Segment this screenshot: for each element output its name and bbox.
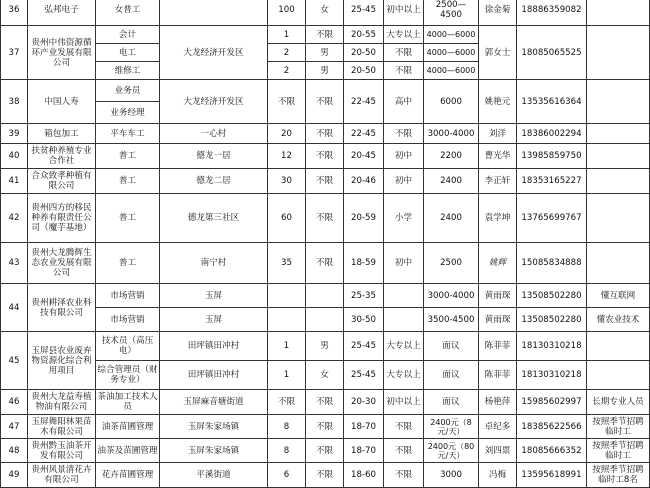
table-row <box>1 194 650 243</box>
gender: 不限 <box>306 144 344 169</box>
contact-person: 卓纪多 <box>479 415 517 439</box>
work-location: 一心村 <box>160 124 268 144</box>
age-range: 20-50 <box>344 44 384 62</box>
headcount: 不限 <box>268 80 306 124</box>
age-range: 18-70 <box>344 415 384 439</box>
headcount: 60 <box>268 194 306 243</box>
table-row <box>1 26 650 44</box>
work-location: 平溪街道 <box>160 463 268 488</box>
phone: 13765699767 <box>517 194 587 243</box>
note <box>587 332 650 361</box>
salary: 2400元（80元/天） <box>424 439 479 463</box>
position: 会计 <box>96 26 160 44</box>
position: 综合管理员（财务专业） <box>96 361 160 390</box>
gender: 不限 <box>306 415 344 439</box>
row-number: 49 <box>1 463 28 488</box>
age-range: 20-55 <box>344 26 384 44</box>
note <box>587 124 650 144</box>
table-row <box>1 80 650 102</box>
table-row <box>1 0 650 26</box>
work-location: 德龙二居 <box>160 169 268 194</box>
table-row <box>1 390 650 415</box>
work-location: 大龙经济开发区 <box>160 26 268 80</box>
company-name: 中国人寿 <box>28 80 96 124</box>
headcount: 8 <box>268 439 306 463</box>
gender: 女 <box>306 361 344 390</box>
table-row <box>1 415 650 439</box>
note <box>587 361 650 390</box>
education: 不限 <box>384 44 424 62</box>
gender: 不限 <box>306 243 344 284</box>
position: 油茶及苗圃管理 <box>96 439 160 463</box>
company-name: 贵州耕泽农业科技有限公司 <box>28 284 96 332</box>
headcount <box>268 284 306 308</box>
gender: 男 <box>306 62 344 80</box>
work-location: 田坪镇田冲村 <box>160 361 268 390</box>
position: 业务员 <box>96 80 160 102</box>
contact-person: 郭女士 <box>479 26 517 80</box>
salary: 4000—6000 <box>424 26 479 44</box>
education <box>384 284 424 308</box>
company-name: 箱包加工 <box>28 124 96 144</box>
headcount: 不限 <box>268 390 306 415</box>
row-number: 45 <box>1 332 28 390</box>
row-number: 37 <box>1 26 28 80</box>
work-location: 玉屏朱家场镇 <box>160 415 268 439</box>
phone: 13535616364 <box>517 80 587 124</box>
position: 普工 <box>96 194 160 243</box>
row-number: 44 <box>1 284 28 332</box>
table-row <box>1 439 650 463</box>
education: 大专以上 <box>384 332 424 361</box>
gender: 不限 <box>306 80 344 124</box>
gender: 男 <box>306 332 344 361</box>
company-name: 贵州四方的移民种养有限责任公司（魔芋基地） <box>28 194 96 243</box>
position: 女普工 <box>96 0 160 26</box>
age-range: 18-59 <box>344 243 384 284</box>
contact-person: 姚辉 <box>479 243 517 284</box>
gender: 不限 <box>306 463 344 488</box>
note: 按照季节招聘临时工 <box>587 439 650 463</box>
position: 油茶苗圃管理 <box>96 415 160 439</box>
table-row <box>1 169 650 194</box>
company-name: 贵州中伟资源循环产业发展有限公司 <box>28 26 96 80</box>
headcount: 2 <box>268 44 306 62</box>
company-name: 合众致孝种植有限公司 <box>28 169 96 194</box>
gender: 不限 <box>306 124 344 144</box>
gender: 男 <box>306 44 344 62</box>
age-range: 20-30 <box>344 390 384 415</box>
phone: 13508502280 <box>517 284 587 308</box>
table-row <box>1 284 650 308</box>
work-location: 德龙一居 <box>160 144 268 169</box>
row-number: 39 <box>1 124 28 144</box>
phone: 13985859750 <box>517 144 587 169</box>
age-range: 25-45 <box>344 361 384 390</box>
table-row <box>1 124 650 144</box>
note: 长期专业人员 <box>587 390 650 415</box>
gender: 不限 <box>306 439 344 463</box>
gender: 不限 <box>306 194 344 243</box>
note <box>587 26 650 80</box>
note <box>587 169 650 194</box>
row-number: 43 <box>1 243 28 284</box>
salary: 4000—6000 <box>424 44 479 62</box>
contact-person: 刘四票 <box>479 439 517 463</box>
position: 维修工 <box>96 62 160 80</box>
position: 普工 <box>96 243 160 284</box>
education: 初中以上 <box>384 390 424 415</box>
note: 按照季节招聘临时工 <box>587 415 650 439</box>
education: 大专以上 <box>384 361 424 390</box>
row-number: 40 <box>1 144 28 169</box>
row-number: 46 <box>1 390 28 415</box>
gender <box>306 284 344 308</box>
position: 业务经理 <box>96 102 160 124</box>
gender: 不限 <box>306 26 344 44</box>
salary: 4000—6000 <box>424 62 479 80</box>
age-range: 20-59 <box>344 194 384 243</box>
contact-person: 陈菲菲 <box>479 332 517 361</box>
education: 初中 <box>384 169 424 194</box>
table-row <box>1 243 650 284</box>
row-number: 38 <box>1 80 28 124</box>
phone: 18130310218 <box>517 361 587 390</box>
salary: 面议 <box>424 361 479 390</box>
education: 小学 <box>384 194 424 243</box>
salary: 2500—4500 <box>424 0 479 26</box>
headcount: 1 <box>268 361 306 390</box>
phone: 18353165227 <box>517 169 587 194</box>
education <box>384 308 424 332</box>
contact-person: 袁学坤 <box>479 194 517 243</box>
education: 不限 <box>384 439 424 463</box>
company-name: 贵州大龙腾辉生态农业发展有限公司 <box>28 243 96 284</box>
contact-person: 徐金菊 <box>479 0 517 26</box>
position: 茶油加工技术人员 <box>96 390 160 415</box>
gender <box>306 308 344 332</box>
row-number: 36 <box>1 0 28 26</box>
contact-person: 黄雨琛 <box>479 284 517 308</box>
headcount: 8 <box>268 415 306 439</box>
gender: 不限 <box>306 169 344 194</box>
age-range: 25-45 <box>344 332 384 361</box>
note: 按照季节招聘临时工8名 <box>587 463 650 488</box>
contact-person: 李正轩 <box>479 169 517 194</box>
phone: 18130310218 <box>517 332 587 361</box>
position: 电工 <box>96 44 160 62</box>
headcount: 20 <box>268 124 306 144</box>
phone: 18085666352 <box>517 439 587 463</box>
salary: 2400元（8元/天） <box>424 415 479 439</box>
headcount: 100 <box>268 0 306 26</box>
age-range: 25-45 <box>344 0 384 26</box>
contact-person: 杨艳萍 <box>479 390 517 415</box>
salary: 面议 <box>424 332 479 361</box>
position: 市场营销 <box>96 308 160 332</box>
table-row <box>1 308 650 332</box>
phone: 15985602997 <box>517 390 587 415</box>
age-range: 30-50 <box>344 308 384 332</box>
company-name: 玉屏县农业废弃物资源化综合利用项目 <box>28 332 96 390</box>
gender: 不限 <box>306 390 344 415</box>
salary: 2400 <box>424 194 479 243</box>
phone: 18385622566 <box>517 415 587 439</box>
company-name: 弘邦电子 <box>28 0 96 26</box>
work-location: 大龙经济开发区 <box>160 80 268 124</box>
headcount: 1 <box>268 26 306 44</box>
note: 懂互联网 <box>587 284 650 308</box>
age-range: 22-45 <box>344 124 384 144</box>
company-name: 贵州黔玉油茶开发有限公司 <box>28 439 96 463</box>
company-name: 扶贫种养殖专业合作社 <box>28 144 96 169</box>
age-range: 18-60 <box>344 463 384 488</box>
salary: 3000 <box>424 463 479 488</box>
headcount: 12 <box>268 144 306 169</box>
note <box>587 243 650 284</box>
company-name: 贵州风景清花卉有限公司 <box>28 463 96 488</box>
work-location: 田坪镇田冲村 <box>160 332 268 361</box>
note <box>587 194 650 243</box>
position: 花卉苗圃管理 <box>96 463 160 488</box>
age-range: 20-50 <box>344 62 384 80</box>
phone: 13508502280 <box>517 308 587 332</box>
position: 普工 <box>96 169 160 194</box>
salary: 2400 <box>424 169 479 194</box>
salary: 3000-4000 <box>424 124 479 144</box>
row-number: 42 <box>1 194 28 243</box>
age-range: 20-46 <box>344 169 384 194</box>
work-location <box>160 0 268 26</box>
work-location: 玉屏麻音塘街道 <box>160 390 268 415</box>
work-location: 南宁村 <box>160 243 268 284</box>
salary: 3500-4500 <box>424 308 479 332</box>
phone: 18386002294 <box>517 124 587 144</box>
table-row <box>1 361 650 390</box>
salary: 3000-4000 <box>424 284 479 308</box>
headcount: 35 <box>268 243 306 284</box>
phone: 13595618991 <box>517 463 587 488</box>
contact-person: 陈菲菲 <box>479 361 517 390</box>
work-location: 玉屏朱家场镇 <box>160 439 268 463</box>
age-range: 25-35 <box>344 284 384 308</box>
table-row <box>1 144 650 169</box>
salary: 2500 <box>424 243 479 284</box>
age-range: 22-45 <box>344 80 384 124</box>
row-number: 48 <box>1 439 28 463</box>
table-row <box>1 332 650 361</box>
contact-person: 冯梅 <box>479 463 517 488</box>
headcount: 2 <box>268 62 306 80</box>
headcount: 1 <box>268 332 306 361</box>
work-location: 玉屏 <box>160 284 268 308</box>
position: 平车车工 <box>96 124 160 144</box>
age-range: 20-45 <box>344 144 384 169</box>
education: 高中 <box>384 80 424 124</box>
position: 市场营销 <box>96 284 160 308</box>
gender: 女 <box>306 0 344 26</box>
headcount: 30 <box>268 169 306 194</box>
headcount <box>268 308 306 332</box>
education: 初中 <box>384 243 424 284</box>
contact-person: 刘洋 <box>479 124 517 144</box>
position: 普工 <box>96 144 160 169</box>
phone: 15085834888 <box>517 243 587 284</box>
note: 懂农业技术 <box>587 308 650 332</box>
salary: 6000 <box>424 80 479 124</box>
work-location: 德龙第三社区 <box>160 194 268 243</box>
company-name: 玉屏舞阳林果苗木有限公司 <box>28 415 96 439</box>
education: 初中以上 <box>384 0 424 26</box>
education: 初中 <box>384 144 424 169</box>
row-number: 47 <box>1 415 28 439</box>
contact-person: 姚艳元 <box>479 80 517 124</box>
position: 技术员（高压电） <box>96 332 160 361</box>
contact-person: 黄雨琛 <box>479 308 517 332</box>
note <box>587 144 650 169</box>
contact-person: 曹光华 <box>479 144 517 169</box>
note <box>587 80 650 124</box>
age-range: 18-70 <box>344 439 384 463</box>
education: 不限 <box>384 62 424 80</box>
phone: 18886359082 <box>517 0 587 26</box>
headcount: 6 <box>268 463 306 488</box>
company-name: 贵州大龙益寿植物油有限公司 <box>28 390 96 415</box>
phone: 18085065525 <box>517 26 587 80</box>
education: 不限 <box>384 463 424 488</box>
salary: 面议 <box>424 390 479 415</box>
table-row <box>1 463 650 488</box>
note <box>587 0 650 26</box>
education: 不限 <box>384 124 424 144</box>
work-location: 玉屏 <box>160 308 268 332</box>
salary: 2200 <box>424 144 479 169</box>
education: 大专以上 <box>384 26 424 44</box>
education: 不限 <box>384 415 424 439</box>
row-number: 41 <box>1 169 28 194</box>
